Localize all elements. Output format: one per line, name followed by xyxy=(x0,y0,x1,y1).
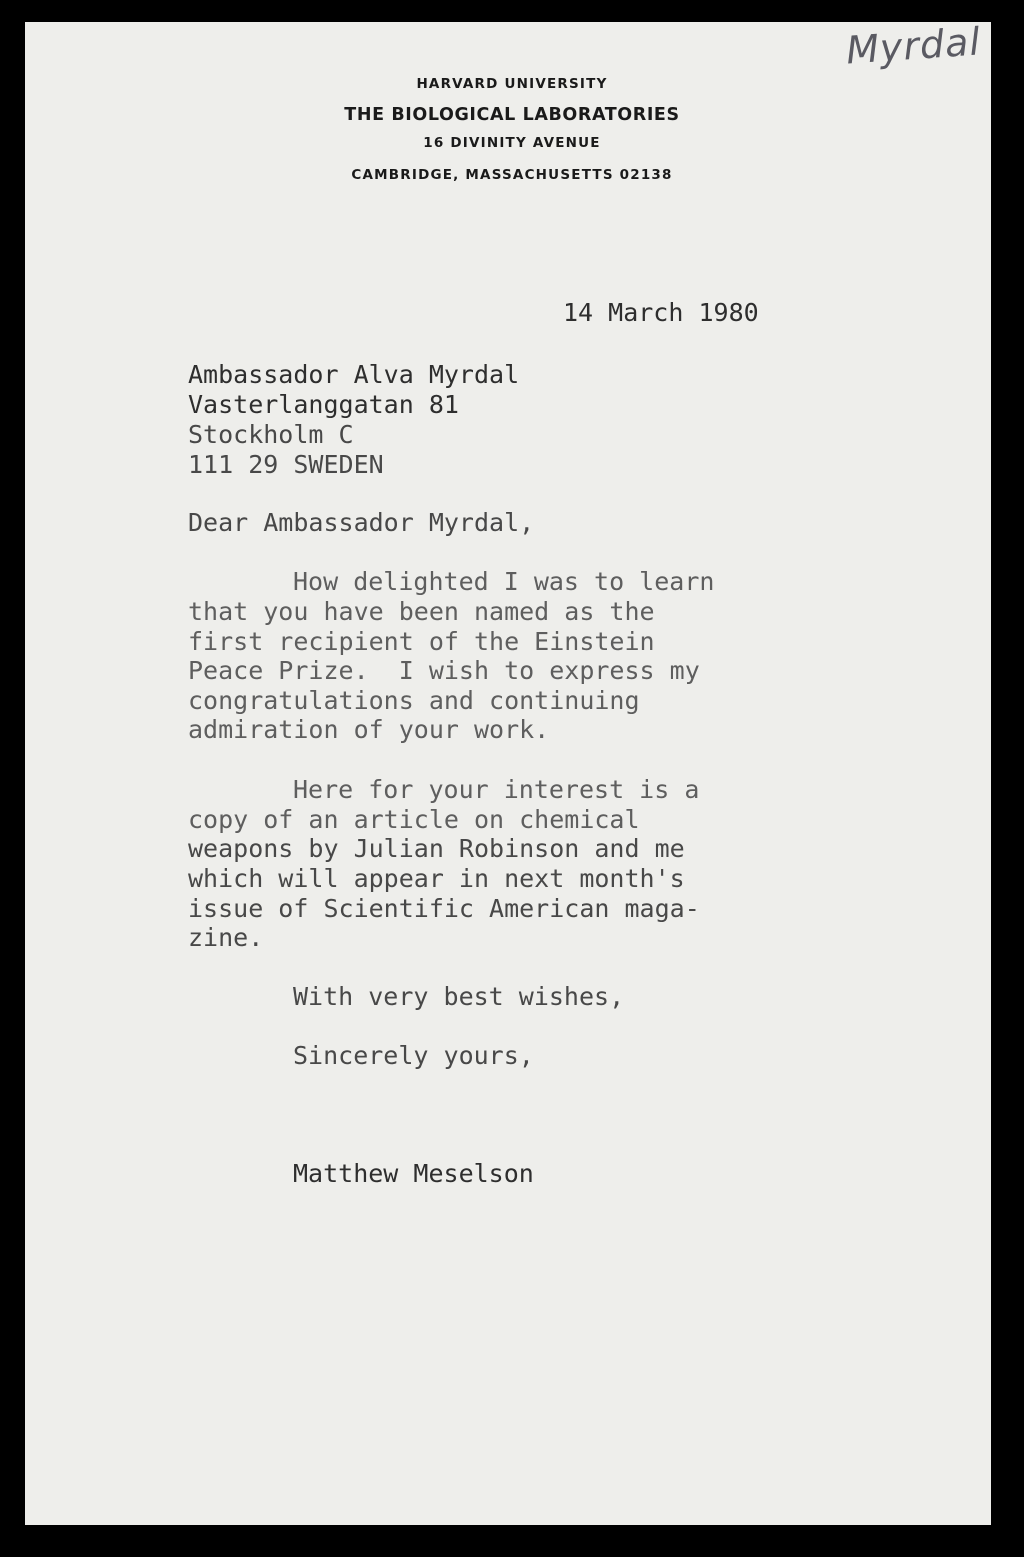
paragraph-line: How delighted I was to learn xyxy=(293,567,715,596)
handwritten-annotation: Myrdal xyxy=(844,19,983,73)
paragraph-line: that you have been named as the xyxy=(188,597,655,626)
recipient-postal: 111 29 SWEDEN xyxy=(188,450,384,479)
paragraph-line: Here for your interest is a xyxy=(293,775,700,804)
paragraph-line: zine. xyxy=(188,923,264,952)
letterhead-university: HARVARD UNIVERSITY xyxy=(416,76,608,92)
paragraph-line: first recipient of the Einstein xyxy=(188,627,655,656)
paragraph-line: admiration of your work. xyxy=(188,715,550,744)
paragraph-line: congratulations and continuing xyxy=(188,686,640,715)
paragraph-line: which will appear in next month's xyxy=(188,864,685,893)
recipient-street: Vasterlanggatan 81 xyxy=(188,390,459,419)
recipient-city: Stockholm C xyxy=(188,420,354,449)
paragraph-line: Peace Prize. I wish to express my xyxy=(188,656,700,685)
letterhead xyxy=(0,72,1024,187)
letter-date: 14 March 1980 xyxy=(563,298,759,327)
closing-sincerely: Sincerely yours, xyxy=(293,1041,534,1070)
paragraph-line: issue of Scientific American maga- xyxy=(188,894,700,923)
paragraph-line: copy of an article on chemical xyxy=(188,805,640,834)
salutation: Dear Ambassador Myrdal, xyxy=(188,508,535,537)
signature-name: Matthew Meselson xyxy=(293,1159,534,1188)
letterhead-city: CAMBRIDGE, MASSACHUSETTS 02138 xyxy=(351,167,673,183)
paragraph-line: weapons by Julian Robinson and me xyxy=(188,834,685,863)
letterhead-department: THE BIOLOGICAL LABORATORIES xyxy=(344,105,680,125)
letterhead-street: 16 DIVINITY AVENUE xyxy=(423,135,601,151)
recipient-name: Ambassador Alva Myrdal xyxy=(188,360,520,389)
letter-page xyxy=(25,22,991,1525)
closing-wishes: With very best wishes, xyxy=(293,982,625,1011)
